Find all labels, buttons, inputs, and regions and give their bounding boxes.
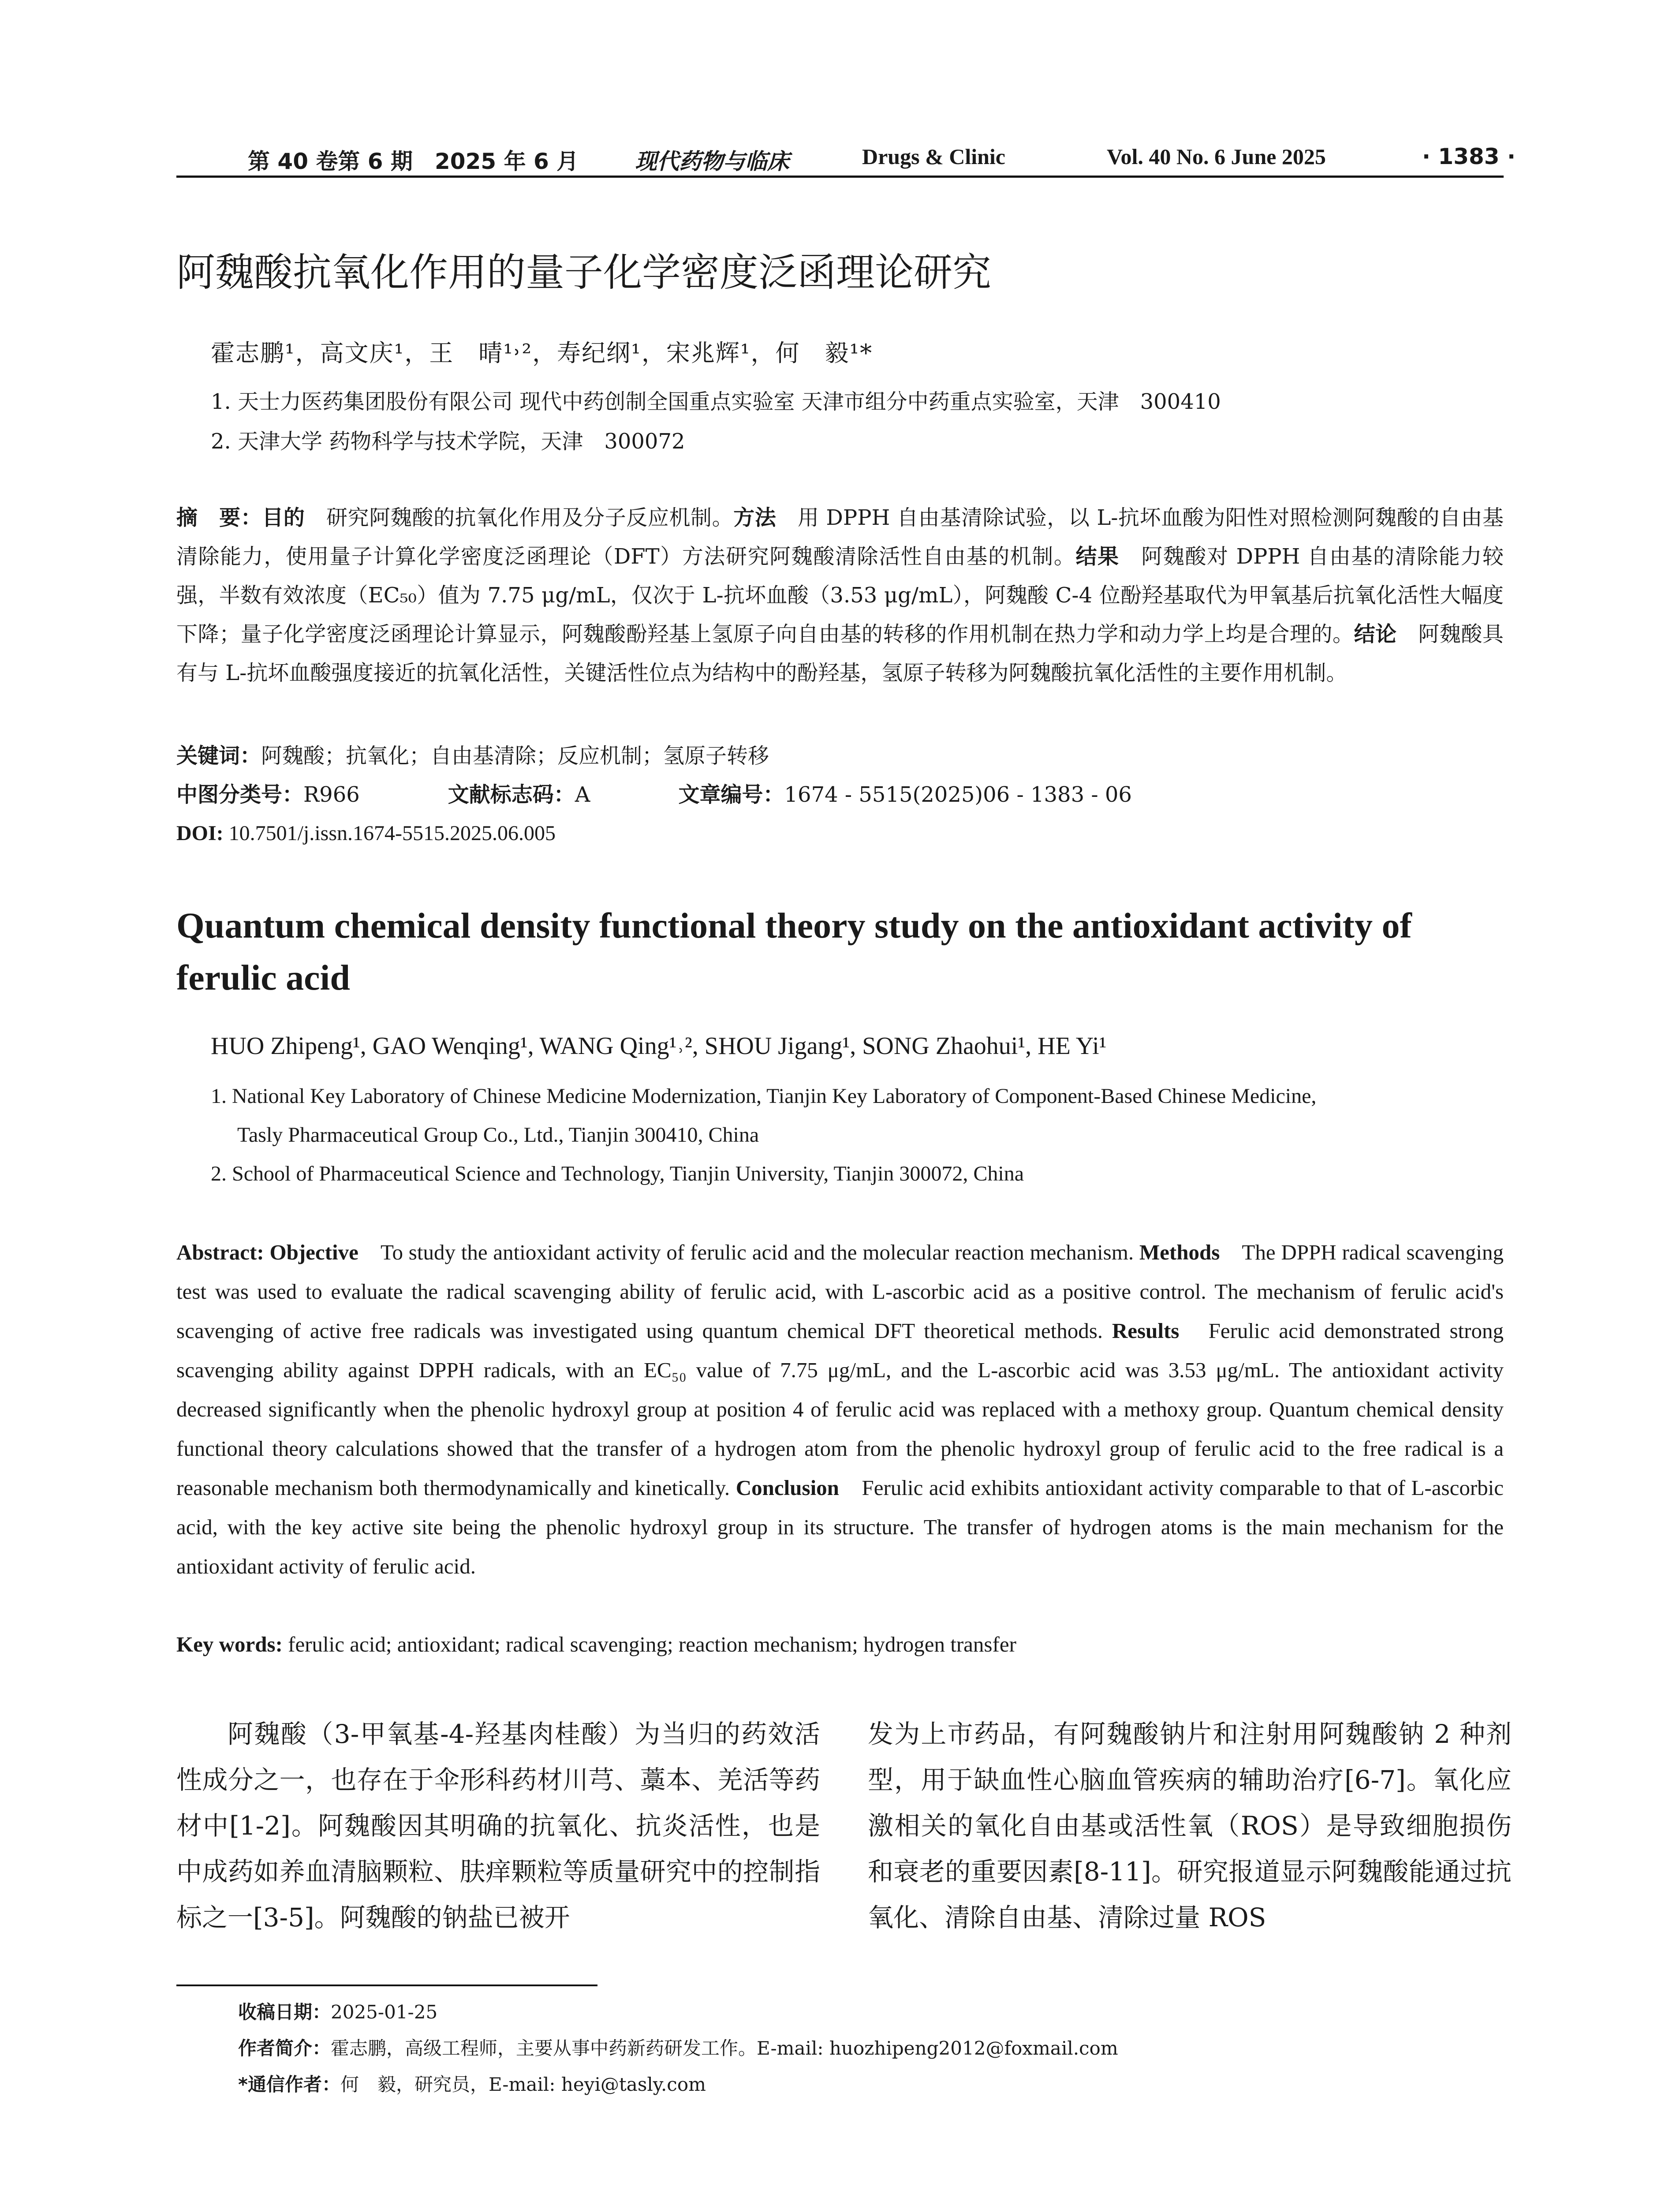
corresponding-label: *通信作者： bbox=[238, 2074, 340, 2095]
classification-line bbox=[176, 775, 1504, 814]
keywords-text-cn: 阿魏酸；抗氧化；自由基清除；反应机制；氢原子转移 bbox=[261, 744, 769, 768]
keywords-label-en: Key words: bbox=[176, 1632, 283, 1656]
results-label-cn: 结果 bbox=[1075, 544, 1120, 569]
methods-text-cn: 用 DPPH 自由基清除试验，以 L-抗坏血酸为阳性对照检测阿魏酸的自由基清除能力，使用量子计算化学密度泛函理论（DFT）方法研究阿魏酸清除活性自由基的机制。 bbox=[176, 505, 1504, 569]
keywords-en bbox=[176, 1632, 1016, 1657]
affiliation-cn-1: 1. 天士力医药集团股份有限公司 现代中药创制全国重点实验室 天津市组分中药重点实验室，天津 300410 bbox=[211, 389, 1221, 414]
methods-label-en: Methods bbox=[1139, 1240, 1220, 1264]
issue-cn: 第 40 卷第 6 期 2025 年 6 月 bbox=[248, 149, 579, 174]
conclusion-label-cn: 结论 bbox=[1354, 622, 1397, 647]
methods-label-cn: 方法 bbox=[733, 505, 777, 530]
results-label-en: Results bbox=[1112, 1319, 1180, 1343]
affiliation-en-1 bbox=[211, 1077, 1504, 1155]
received-value: 2025-01-25 bbox=[331, 2001, 438, 2023]
results-text-en: Ferulic acid demonstrated strong scavenging ability against DPPH radicals, with an EC₅₀ value of 7.75 μg/mL, and the L-ascorbic acid was 3.53 μg/mL. The antioxidant activity decreased significantly when the phenolic hydroxyl group at position 4 of ferulic acid was replaced with a methoxy group. Quantum chemical density functional theory calculations showed that the transfer of a hydrogen atom from the phenolic hydroxyl group of ferulic acid to the free radical is a reasonable mechanism both thermodynamically and kinetically. bbox=[176, 1319, 1504, 1500]
affiliation-en-1-line-2: Tasly Pharmaceutical Group Co., Ltd., Tianjin 300410, China bbox=[237, 1123, 759, 1147]
body-column-left: 阿魏酸（3-甲氧基-4-羟基肉桂酸）为当归的药效活性成分之一，也存在于伞形科药材川芎、藁本、羌活等药材中[1-2]。阿魏酸因其明确的抗氧化、抗炎活性，也是中成药如养血清脑颗粒、肤痒颗粒等质量研究中的控制指标之一[3-5]。阿魏酸的钠盐已被开 bbox=[176, 1719, 820, 1932]
objective-text-en: To study the antioxidant activity of ferulic acid and the molecular reaction mechanism. bbox=[358, 1240, 1139, 1264]
keywords-label-cn: 关键词： bbox=[176, 744, 261, 768]
affiliation-en-2: 2. School of Pharmaceutical Science and Technology, Tianjin University, Tianjin 300072, China bbox=[211, 1162, 1024, 1185]
journal-name-en: Drugs & Clinic bbox=[862, 144, 1005, 169]
footnote-corresponding bbox=[238, 2070, 706, 2097]
conclusion-text-en: Ferulic acid exhibits antioxidant activity comparable to that of L-ascorbic acid, with the key active site being the phenolic hydroxyl group in its structure. The transfer of hydrogen atoms is the main mechanism for the antioxidant activity of ferulic acid. bbox=[176, 1476, 1504, 1578]
clc-label: 中图分类号： bbox=[176, 782, 304, 807]
author-value: 霍志鹏，高级工程师，主要从事中药新药研发工作。E-mail: huozhipeng2012@foxmail.com bbox=[331, 2037, 1118, 2059]
author-label: 作者简介： bbox=[238, 2037, 331, 2059]
doccode-value: A bbox=[575, 782, 590, 807]
affiliation-cn-2: 2. 天津大学 药物科学与技术学院，天津 300072 bbox=[211, 429, 685, 454]
footnote-author bbox=[238, 2034, 1118, 2060]
keywords-cn bbox=[176, 736, 1504, 775]
articleno-label: 文章编号： bbox=[678, 782, 784, 807]
abstract-objective-label-en: Abstract: Objective bbox=[176, 1240, 358, 1264]
authors-en: HUO Zhipeng¹, GAO Wenqing¹, WANG Qing¹˒², SHOU Jigang¹, SONG Zhaohui¹, HE Yi¹ bbox=[211, 1032, 1107, 1060]
methods-text-en: The DPPH radical scavenging test was used to evaluate the radical scavenging ability of ferulic acid, with L-ascorbic acid as a positive control. The mechanism of ferulic acid's scavenging of active free radicals was investigated using quantum chemical DFT theoretical methods. bbox=[176, 1240, 1504, 1343]
corresponding-value: 何 毅，研究员，E-mail: heyi@tasly.com bbox=[340, 2074, 706, 2095]
keywords-text-en: ferulic acid; antioxidant; radical scavenging; reaction mechanism; hydrogen transfer bbox=[282, 1632, 1016, 1656]
affiliation-en-1-line-1: 1. National Key Laboratory of Chinese Medicine Modernization, Tianjin Key Laboratory of Component-Based Chinese Medicine, bbox=[211, 1084, 1317, 1108]
doi-label: DOI: bbox=[176, 822, 224, 845]
conclusion-label-en: Conclusion bbox=[735, 1476, 839, 1500]
page-number: · 1383 · bbox=[1422, 144, 1516, 169]
running-header bbox=[176, 140, 1516, 178]
journal-name-cn: 现代药物与临床 bbox=[635, 149, 789, 174]
received-label: 收稿日期： bbox=[238, 2001, 331, 2023]
abstract-en bbox=[176, 1233, 1504, 1586]
paper-title-en: Quantum chemical density functional theory study on the antioxidant activity of ferulic acid bbox=[176, 905, 1412, 998]
results-text-cn: 阿魏酸对 DPPH 自由基的清除能力较强，半数有效浓度（EC₅₀）值为 7.75 μg/mL，仅次于 L-抗坏血酸（3.53 μg/mL），阿魏酸 C-4 位酚羟基取代为甲氧基后抗氧化活性大幅度下降；量子化学密度泛函理论计算显示，阿魏酸酚羟基上氢原子向自由基的转移的作用机制在热力学和动力学上均是合理的。 bbox=[176, 544, 1504, 647]
doi-line bbox=[176, 814, 1504, 853]
conclusion-text-cn: 阿魏酸具有与 L-抗坏血酸强度接近的抗氧化活性，关键活性位点为结构中的酚羟基，氢原子转移为阿魏酸抗氧化活性的主要作用机制。 bbox=[176, 622, 1504, 685]
doccode-label: 文献标志码： bbox=[448, 782, 575, 807]
doi-value: 10.7501/j.issn.1674-5515.2025.06.005 bbox=[228, 822, 556, 845]
objective-text-cn: 研究阿魏酸的抗氧化作用及分子反应机制。 bbox=[305, 505, 734, 530]
issue-en: Vol. 40 No. 6 June 2025 bbox=[1107, 144, 1326, 169]
authors-cn: 霍志鹏¹，高文庆¹，王 晴¹˒²，寿纪纲¹，宋兆辉¹，何 毅¹* bbox=[211, 339, 873, 367]
footnote-received bbox=[238, 1998, 437, 2024]
clc-value: R966 bbox=[303, 782, 360, 807]
objective-label-cn: 目的 bbox=[262, 505, 305, 530]
paper-title-cn: 阿魏酸抗氧化作用的量子化学密度泛函理论研究 bbox=[176, 250, 992, 295]
abstract-cn bbox=[176, 498, 1504, 692]
abstract-label-cn: 摘 要： bbox=[176, 505, 262, 530]
body-column-right: 发为上市药品，有阿魏酸钠片和注射用阿魏酸钠 2 种剂型，用于缺血性心脑血管疾病的辅助治疗[6-7]。氧化应激相关的氧化自由基或活性氧（ROS）是导致细胞损伤和衰老的重要因素[8-11]。研究报道显示阿魏酸能通过抗氧化、清除自由基、清除过量 ROS bbox=[868, 1719, 1512, 1932]
articleno-value: 1674 - 5515(2025)06 - 1383 - 06 bbox=[784, 782, 1132, 807]
footnote-rule bbox=[176, 1984, 597, 1986]
